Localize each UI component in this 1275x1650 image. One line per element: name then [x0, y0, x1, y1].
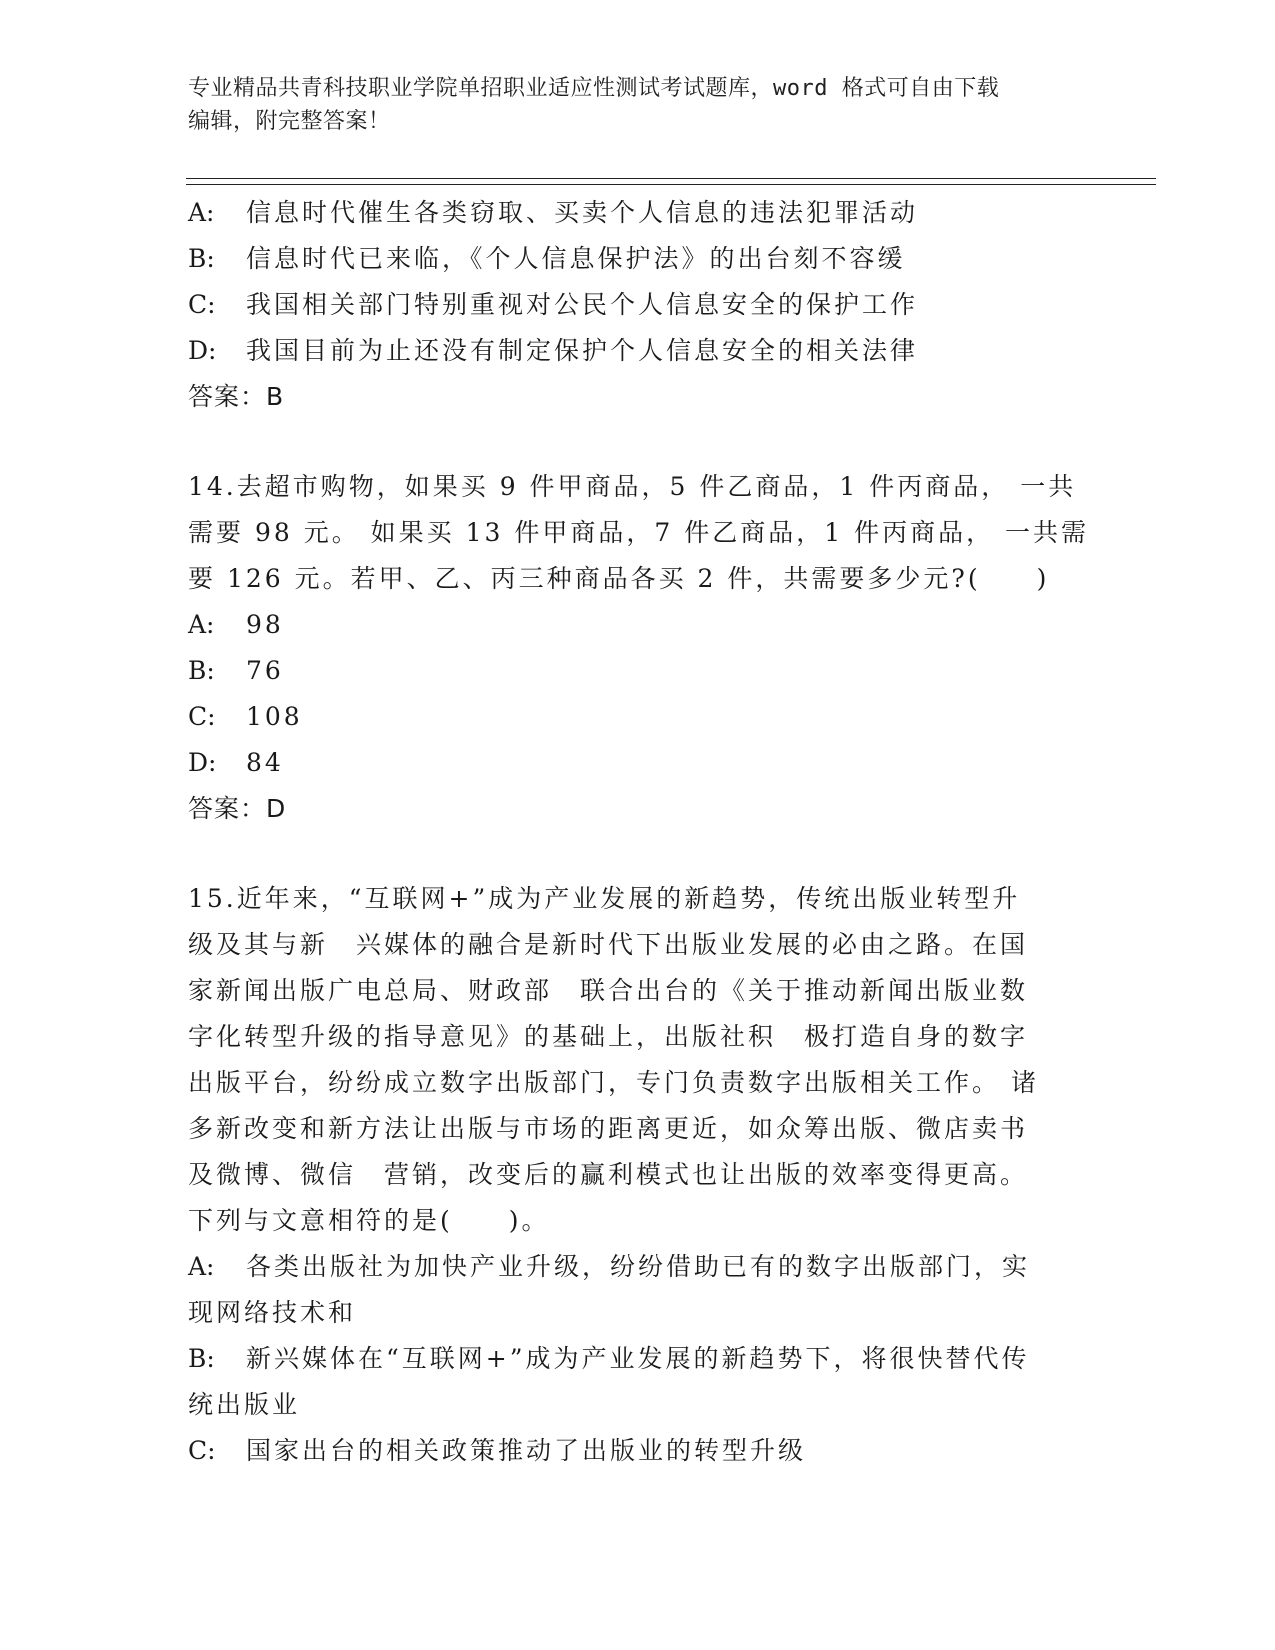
option-letter: D:: [188, 748, 217, 777]
option-c: [188, 282, 1068, 328]
question-stem-line: 级及其与新 兴媒体的融合是新时代下出版业发展的必由之路。在国: [188, 930, 1029, 959]
header-line-1: 专业精品共青科技职业学院单招职业适应性测试考试题库，word 格式可自由下载: [188, 76, 1000, 101]
question-15: [188, 876, 1068, 1474]
option-letter: B:: [188, 1344, 215, 1373]
option-letter: A:: [188, 198, 215, 227]
question-14: [188, 464, 1090, 832]
option-letter: D:: [188, 336, 217, 365]
option-letter: A:: [188, 1252, 215, 1281]
option-letter: C:: [188, 290, 216, 319]
option-text: 各类出版社为加快产业升级，纷纷借助已有的数字出版部门，实: [246, 1252, 1031, 1281]
spacer: [188, 420, 1068, 464]
header-line-2: 编辑，附完整答案！: [188, 109, 391, 134]
option-letter: C:: [188, 702, 216, 731]
question-content: [188, 190, 1090, 1474]
answer-line: 答案：D: [188, 794, 287, 823]
option-a: [188, 190, 1068, 236]
header-rule-top: [186, 178, 1156, 179]
option-text: 信息时代催生各类窃取、买卖个人信息的违法犯罪活动: [246, 198, 919, 227]
answer-line: 答案：B: [188, 382, 285, 411]
option-b: [188, 1336, 1068, 1382]
option-text: 84: [246, 748, 284, 777]
question-stem-line: 出版平台，纷纷成立数字出版部门，专门负责数字出版相关工作。 诸: [188, 1068, 1039, 1097]
question-stem-line: 家新闻出版广电总局、财政部 联合出台的《关于推动新闻出版业数: [188, 976, 1029, 1005]
option-a: [188, 1244, 1068, 1290]
question-stem-line: 要 126 元。若甲、乙、丙三种商品各买 2 件，共需要多少元?( ): [188, 564, 1050, 593]
document-header: [188, 72, 1068, 138]
option-text: 国家出台的相关政策推动了出版业的转型升级: [246, 1436, 807, 1465]
question-stem-line: 需要 98 元。 如果买 13 件甲商品，7 件乙商品，1 件丙商品， 一共需: [188, 518, 1090, 547]
option-text: 信息时代已来临，《个人信息保护法》的出台刻不容缓: [246, 244, 906, 273]
option-letter: A:: [188, 610, 215, 639]
question-stem-line: 14.去超市购物，如果买 9 件甲商品，5 件乙商品，1 件丙商品， 一共: [188, 472, 1077, 501]
header-rule-bottom: [186, 184, 1156, 185]
option-b-continuation: 统出版业: [188, 1390, 301, 1419]
option-d: [188, 328, 1068, 374]
question-stem-line: 及微博、微信 营销，改变后的赢利模式也让出版的效率变得更高。: [188, 1160, 1029, 1189]
option-text: 98: [246, 610, 284, 639]
option-letter: B:: [188, 656, 215, 685]
option-text: 76: [246, 656, 284, 685]
option-b: [188, 648, 1068, 694]
question-stem-line: 多新改变和新方法让出版与市场的距离更近，如众筹出版、微店卖书: [188, 1114, 1029, 1143]
option-text: 108: [246, 702, 303, 731]
question-stem-line: 下列与文意相符的是( )。: [188, 1206, 550, 1235]
option-letter: C:: [188, 1436, 216, 1465]
option-text: 我国相关部门特别重视对公民个人信息安全的保护工作: [246, 290, 919, 319]
question-stem-line: 15.近年来，“互联网+”成为产业发展的新趋势，传统出版业转型升: [188, 884, 1021, 913]
option-c: [188, 694, 1068, 740]
option-a: [188, 602, 1068, 648]
option-text: 我国目前为止还没有制定保护个人信息安全的相关法律: [246, 336, 919, 365]
spacer: [188, 832, 1068, 876]
option-a-continuation: 现网络技术和: [188, 1298, 357, 1327]
option-text: 新兴媒体在“互联网+”成为产业发展的新趋势下，将很快替代传: [246, 1344, 1030, 1373]
option-d: [188, 740, 1068, 786]
option-letter: B:: [188, 244, 215, 273]
question-stem-line: 字化转型升级的指导意见》的基础上，出版社积 极打造自身的数字: [188, 1022, 1029, 1051]
question-13: [188, 190, 1068, 420]
option-c: [188, 1428, 1068, 1474]
option-b: [188, 236, 1068, 282]
